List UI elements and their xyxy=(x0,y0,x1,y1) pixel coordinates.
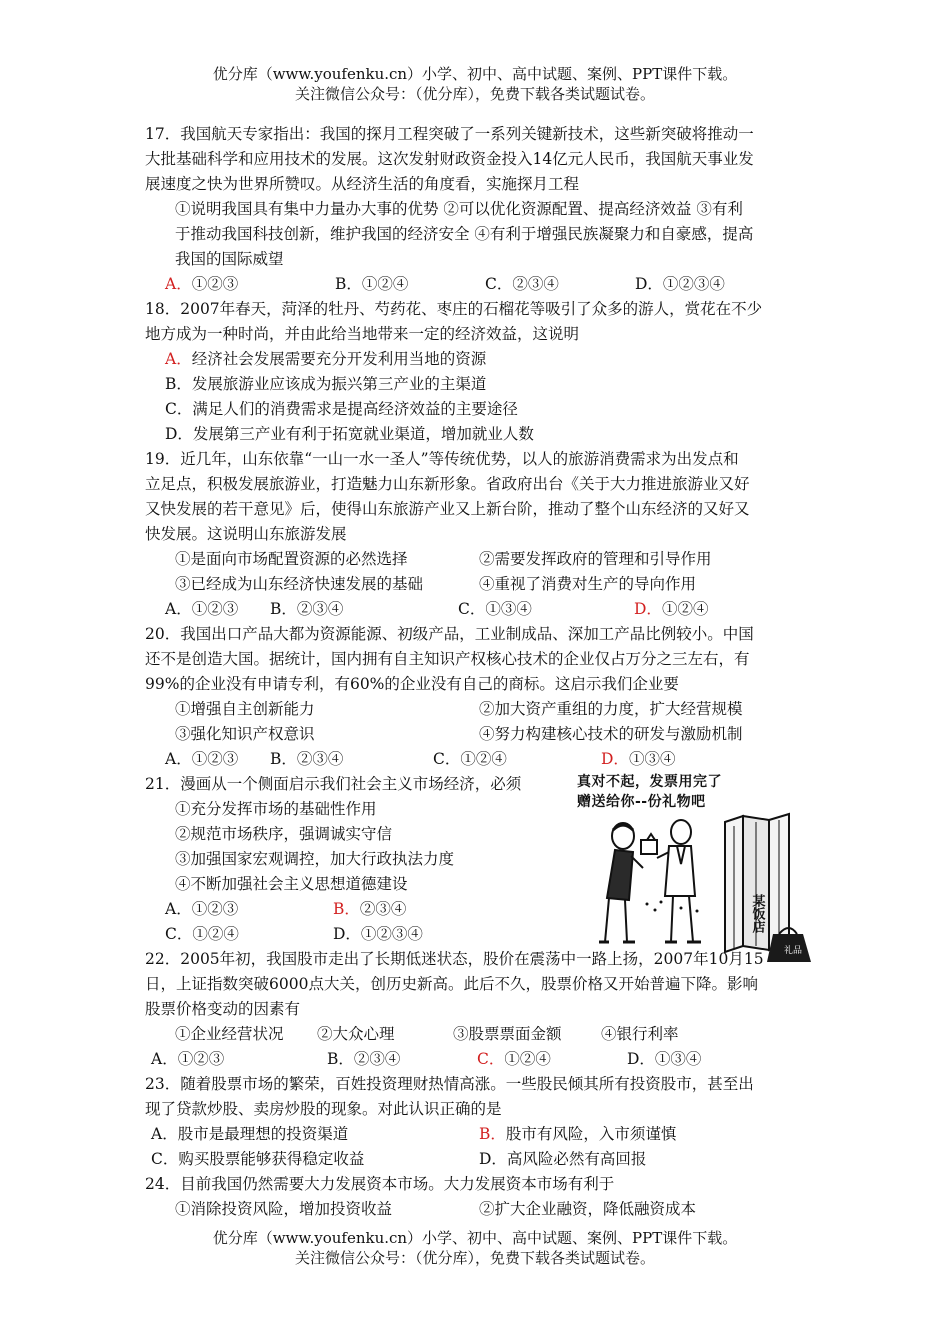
q18-option-d: D．发展第三产业有利于拓宽就业渠道，增加就业人数 xyxy=(165,425,534,443)
q20-stem-3: 99%的企业没有申请专利，有60%的企业没有自己的商标。这启示我们企业要 xyxy=(145,675,679,693)
q19-stem-3: 又快发展的若干意见》后，使得山东旅游产业又上新台阶，推动了整个山东经济的又好又 xyxy=(145,500,750,518)
q21-option-a: A．①②③ xyxy=(165,900,239,918)
q19-options xyxy=(145,597,815,622)
q17-stem-2: 大批基础科学和应用技术的发展。这次发射财政资金投入14亿元人民币，我国航天事业发 xyxy=(145,150,754,168)
q20-option-d: D．①③④ xyxy=(601,750,676,768)
q17-statement-3: 我国的国际威望 xyxy=(175,250,284,268)
q23-option-c: C．购买股票能够获得稳定收益 xyxy=(151,1150,365,1168)
header-line-1: 优分库（www.youfenku.cn）小学、初中、高中试题、案例、PPT课件下载。 xyxy=(212,65,738,83)
q19-statement-3: ③已经成为山东经济快速发展的基础 xyxy=(175,575,424,593)
question-19 xyxy=(145,447,815,622)
q17-option-c: C．②③④ xyxy=(485,275,559,293)
q19-option-d: D．①②④ xyxy=(634,600,709,618)
footer-line-2: 关注微信公众号：（优分库），免费下载各类试题试卷。 xyxy=(294,1249,655,1267)
q20-statement-4: ④努力构建核心技术的研发与激励机制 xyxy=(479,725,743,743)
q22-statement-2: ②大众心理 xyxy=(317,1025,395,1043)
answer-letter: B． xyxy=(479,1125,506,1143)
q20-statement-1: ①增强自主创新能力 xyxy=(175,700,315,718)
gift-label: 礼品 xyxy=(784,946,803,956)
q22-statement-3: ③股票票面金额 xyxy=(453,1025,562,1043)
question-20 xyxy=(145,622,815,772)
q17-statement-2: 于推动我国科技创新，维护我国的经济安全 ④有利于增强民族凝聚力和自豪感，提高 xyxy=(175,225,754,243)
answer-letter: B． xyxy=(333,900,360,918)
q21-statement-2: ②规范市场秩序，强调诚实守信 xyxy=(175,825,393,843)
q20-statements-row-1 xyxy=(145,697,815,722)
q18-option-a: A．经济社会发展需要充分开发利用当地的资源 xyxy=(165,350,487,368)
q20-statements-row-2 xyxy=(145,722,815,747)
q22-statement-1: ①企业经营状况 xyxy=(175,1025,284,1043)
q21-option-d: D．①②③④ xyxy=(333,925,423,943)
door-sign: 某饭店 xyxy=(749,894,765,933)
q19-option-b: B．②③④ xyxy=(270,600,344,618)
q20-option-b: B．②③④ xyxy=(270,750,344,768)
q20-option-c: C．①②④ xyxy=(433,750,507,768)
q23-option-b: B．股市有风险，入市须谨慎 xyxy=(479,1125,677,1143)
q19-stem-2: 立足点，积极发展旅游业，打造魅力山东新形象。省政府出台《关于大力推进旅游业又好 xyxy=(145,475,750,493)
q24-stem: 24．目前我国仍然需要大力发展资本市场。大力发展资本市场有利于 xyxy=(145,1175,615,1193)
q17-option-b: B．①②④ xyxy=(335,275,409,293)
q19-option-c: C．①③④ xyxy=(458,600,532,618)
q17-options xyxy=(145,272,815,297)
q21-option-c: C．①②④ xyxy=(165,925,239,943)
q21-statement-3: ③加强国家宏观调控，加大行政执法力度 xyxy=(175,850,455,868)
q20-statement-2: ②加大资产重组的力度，扩大经营规模 xyxy=(479,700,743,718)
q18-option-c: C．满足人们的消费需求是提高经济效益的主要途径 xyxy=(165,400,518,418)
q20-options xyxy=(145,747,815,772)
page-footer xyxy=(0,1228,950,1268)
q19-statements-row-1 xyxy=(145,547,815,572)
q22-statements xyxy=(145,1022,815,1047)
q18-stem-2: 地方成为一种时尚，并由此给当地带来一定的经济效益，这说明 xyxy=(145,325,580,343)
answer-letter: D． xyxy=(601,750,629,768)
cartoon-caption-2: 赠送给你--份礼物吧 xyxy=(577,794,706,810)
q21-statement-4: ④不断加强社会主义思想道德建设 xyxy=(175,875,408,893)
q20-stem-1: 20．我国出口产品大都为资源能源、初级产品，工业制成品、深加工产品比例较小。中国 xyxy=(145,625,754,643)
header-line-2: 关注微信公众号：（优分库），免费下载各类试题试卷。 xyxy=(294,85,655,103)
question-17 xyxy=(145,122,815,297)
q18-option-b: B．发展旅游业应该成为振兴第三产业的主渠道 xyxy=(165,375,487,393)
q20-option-a: A．①②③ xyxy=(165,750,239,768)
q24-statement-1: ①消除投资风险，增加投资收益 xyxy=(175,1200,393,1218)
question-23 xyxy=(145,1072,815,1172)
answer-letter: A． xyxy=(165,275,192,293)
customer-figure xyxy=(599,823,643,942)
q19-statement-2: ②需要发挥政府的管理和引导作用 xyxy=(479,550,712,568)
q17-stem-1: 17．我国航天专家指出：我国的探月工程突破了一系列关键新技术，这些新突破将推动一 xyxy=(145,125,754,143)
q21-stem: 21．漫画从一个侧面启示我们社会主义市场经济，必须 xyxy=(145,775,522,793)
q19-statement-4: ④重视了消费对生产的导向作用 xyxy=(479,575,697,593)
answer-letter: D． xyxy=(634,600,662,618)
q23-options-row-1 xyxy=(145,1122,815,1147)
q23-option-a: A．股市是最理想的投资渠道 xyxy=(151,1125,349,1143)
q20-statement-3: ③强化知识产权意识 xyxy=(175,725,315,743)
q22-options xyxy=(145,1047,815,1072)
answer-letter: C． xyxy=(477,1050,505,1068)
q23-stem-1: 23．随着股票市场的繁荣，百姓投资理财热情高涨。一些股民倾其所有投资股市，甚至出 xyxy=(145,1075,754,1093)
q17-option-d: D．①②③④ xyxy=(635,275,725,293)
q21-option-b: B．②③④ xyxy=(333,900,407,918)
cartoon-illustration xyxy=(577,772,817,964)
q19-statements-row-2 xyxy=(145,572,815,597)
question-18 xyxy=(145,297,815,447)
q22-option-a: A．①②③ xyxy=(151,1050,225,1068)
cartoon-caption-1: 真对不起，发票用完了 xyxy=(577,774,722,790)
q18-stem-1: 18．2007年春天，菏泽的牡丹、芍药花、枣庄的石榴花等吸引了众多的游人，赏花在不少 xyxy=(145,300,763,318)
q21-statement-1: ①充分发挥市场的基础性作用 xyxy=(175,800,377,818)
q24-statements xyxy=(145,1197,815,1222)
q19-option-a: A．①②③ xyxy=(165,600,239,618)
waiter-figure xyxy=(641,820,701,942)
answer-letter: A． xyxy=(165,350,192,368)
q17-option-a: A．①②③ xyxy=(165,275,239,293)
q23-option-d: D．高风险必然有高回报 xyxy=(479,1150,647,1168)
q22-option-c: C．①②④ xyxy=(477,1050,551,1068)
q22-statement-4: ④银行利率 xyxy=(601,1025,679,1043)
q19-statement-1: ①是面向市场配置资源的必然选择 xyxy=(175,550,408,568)
question-24 xyxy=(145,1172,815,1222)
cartoon-drawing xyxy=(577,812,817,964)
q22-option-b: B．②③④ xyxy=(327,1050,401,1068)
question-21 xyxy=(145,772,815,956)
footer-line-1: 优分库（www.youfenku.cn）小学、初中、高中试题、案例、PPT课件下载。 xyxy=(212,1229,738,1247)
q17-stem-3: 展速度之快为世界所赞叹。从经济生活的角度看，实施探月工程 xyxy=(145,175,580,193)
q19-stem-4: 快发展。这说明山东旅游发展 xyxy=(145,525,347,543)
exam-content xyxy=(145,122,815,1222)
q19-stem-1: 19．近几年，山东依靠“一山一水一圣人”等传统优势，以人的旅游消费需求为出发点和 xyxy=(145,450,739,468)
q24-statement-2: ②扩大企业融资，降低融资成本 xyxy=(479,1200,697,1218)
page-header xyxy=(0,64,950,104)
q23-options-row-2 xyxy=(145,1147,815,1172)
q22-stem-2: 日，上证指数突破6000点大关，创历史新高。此后不久，股票价格又开始普遍下降。影响 xyxy=(145,975,758,993)
q17-statement-1: ①说明我国具有集中力量办大事的优势 ②可以优化资源配置、提高经济效益 ③有利 xyxy=(175,200,743,218)
q22-stem-1: 22．2005年初，我国股市走出了长期低迷状态，股价在震荡中一路上扬，2007年10月15 xyxy=(145,950,764,968)
q22-stem-3: 股票价格变动的因素有 xyxy=(145,1000,301,1018)
q20-stem-2: 还不是创造大国。据统计，国内拥有自主知识产权核心技术的企业仅占万分之三左右，有 xyxy=(145,650,750,668)
q22-option-d: D．①③④ xyxy=(627,1050,702,1068)
q23-stem-2: 现了贷款炒股、卖房炒股的现象。对此认识正确的是 xyxy=(145,1100,502,1118)
